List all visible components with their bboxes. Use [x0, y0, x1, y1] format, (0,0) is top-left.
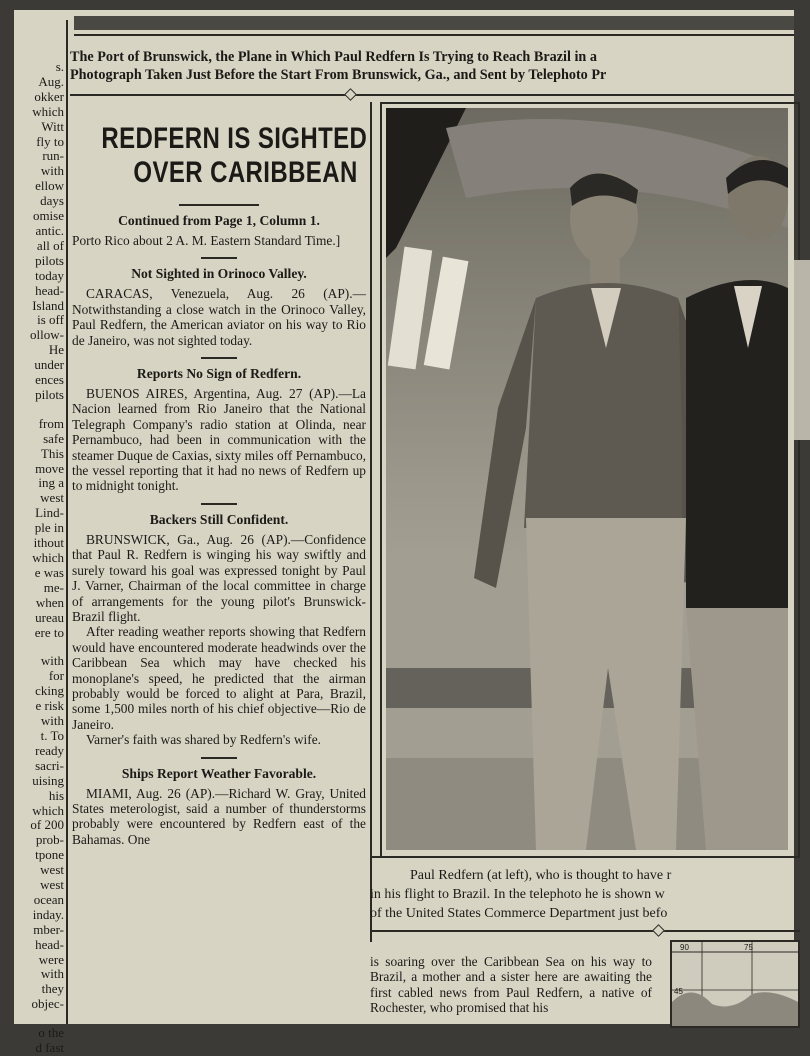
left-column-line: they: [41, 981, 64, 997]
photo-caption: [370, 866, 796, 923]
column-rule-article: [370, 102, 372, 942]
left-column-line: move: [35, 460, 64, 476]
section-paragraph: BRUNSWICK, Ga., Aug. 26 (AP).—Confidence that Paul R. Redfern is winging his way swiftly and surely toward his goal was expressed tonight by Paul J. Varner, Chairman of the local committee in charge of arrangements for the young pilot's Brunswick-Brazil flight.: [72, 531, 366, 624]
top-caption-line-2: Photograph Taken Just Before the Start From Brunswick, Ga., and Sent by Telephoto Pr: [70, 67, 607, 83]
section-paragraph: BUENOS AIRES, Argentina, Aug. 27 (AP).—La Nacion learned from Rio Janeiro that the National Telegraph Company's radio station at Olinda, near Pernambuco, had been in communication with the steamer Duque de Caxias, sixty miles off Pernambuco, the vessel reporting that it had no news of Redfern up to midnight tonight.: [72, 386, 366, 494]
headline-line-2: OVER CARIBBEAN: [133, 156, 358, 189]
top-caption-line-1: The Port of Brunswick, the Plane in Which Paul Redfern Is Trying to Reach Brazil in a: [70, 49, 597, 65]
left-column-line: west: [40, 877, 64, 893]
left-column-line: run-: [42, 148, 64, 164]
map-label-45: 45: [674, 987, 683, 996]
section-rule: [201, 503, 237, 505]
rule-ornament-2: [652, 924, 665, 937]
headline-rule: [179, 204, 259, 206]
left-column-line: [14, 640, 64, 654]
rule-ornament: [344, 88, 357, 101]
photo-bottom-rule: [370, 856, 800, 858]
left-column-line: mber-: [33, 921, 64, 937]
left-column-line: pilots: [35, 252, 64, 268]
section-rule: [201, 757, 237, 759]
left-column-line: ple in: [34, 520, 64, 536]
caption-under-rule: [70, 94, 794, 96]
left-column-line: Witt: [41, 118, 64, 134]
left-column-line: head-: [35, 282, 64, 298]
left-column-line: from: [38, 415, 64, 431]
left-column-line: when: [35, 594, 64, 610]
map-label-75: 75: [744, 943, 753, 952]
left-column-line: under: [34, 357, 64, 373]
left-column-line: ences: [35, 372, 64, 388]
photo-caption-line-1: Paul Redfern (at left), who is thought to have r: [410, 868, 672, 883]
left-column-line: west: [40, 490, 64, 506]
inset-map-graphic: [672, 942, 798, 1026]
left-column-line: west: [40, 862, 64, 878]
left-column-line: ocean: [33, 891, 64, 907]
left-column-line: with: [40, 163, 64, 179]
left-column-line: t. To: [40, 727, 64, 743]
left-column-line: pilots: [35, 386, 64, 402]
photo-caption-line-3: of the United States Commerce Department just befo: [370, 906, 668, 921]
left-column-line: which: [32, 103, 64, 119]
left-column-line: ready: [35, 742, 64, 758]
section-rule: [201, 257, 237, 259]
photo-caption-line-2: in his flight to Brazil. In the telephoto he is shown w: [370, 887, 665, 902]
left-column-line: objec-: [31, 996, 64, 1012]
article-sections: [72, 257, 366, 847]
left-column-line: cking: [35, 683, 64, 699]
left-column-line: ere to: [34, 624, 64, 640]
left-column-line: sacri-: [35, 757, 64, 773]
column-rule-left: [66, 20, 68, 1024]
left-column-line: omise: [32, 208, 64, 224]
headline-line-1: REDFERN IS SIGHTED: [101, 122, 368, 155]
left-column-line: with: [40, 713, 64, 729]
left-column-line: tpone: [35, 847, 64, 863]
top-border-line: [74, 34, 794, 36]
left-column-line: ollow-: [30, 327, 64, 343]
section-paragraph: MIAMI, Aug. 26 (AP).—Richard W. Gray, United States meterologist, said a number of thunderstorms probably were encountered by Redfern east of the Bahamas. One: [72, 785, 366, 847]
left-column-line: [14, 1012, 64, 1026]
left-column-line: ithout: [33, 535, 64, 551]
left-column-line: Island: [32, 297, 64, 313]
left-column-line: with: [40, 653, 64, 669]
left-column-line: were: [38, 951, 64, 967]
left-column-line: with: [40, 966, 64, 982]
left-column-line: Lind-: [35, 505, 64, 521]
left-column-line: ing a: [38, 475, 64, 491]
left-column-line: of 200: [30, 817, 64, 833]
section-paragraph: After reading weather reports showing that Redfern would have encountered moderate headwinds over the Caribbean Sea which may have checked his monoplane's speed, he predicted that the airman probably would be forced to alight at Para, Brazil, some 1,500 miles north of his chief objective—Rio de Janeiro.: [72, 624, 366, 732]
left-column-line: e risk: [35, 698, 64, 714]
left-column-line: okker: [34, 88, 64, 104]
intro-paragraph: Porto Rico about 2 A. M. Eastern Standard Time.]: [72, 233, 341, 248]
map-label-90: 90: [680, 943, 689, 952]
left-column-line: e was: [34, 564, 64, 580]
left-column-line: his: [48, 787, 64, 803]
section-subhead: Not Sighted in Orinoco Valley.: [131, 266, 307, 282]
left-column-line: inday.: [32, 906, 64, 922]
left-column-line: uising: [32, 772, 64, 788]
photo-image: [386, 108, 788, 850]
left-column-line: for: [48, 668, 64, 684]
left-column-line: prob-: [35, 832, 64, 848]
section-paragraph: CARACAS, Venezuela, Aug. 26 (AP).—Notwithstanding a close watch in the Orinoco Valley, Paul Redfern, the American aviator on his way to Rio de Janeiro, was not sighted today.: [72, 286, 366, 348]
left-column-line: s.: [55, 59, 64, 74]
right-page-edge: [794, 260, 810, 440]
section-subhead: Ships Report Weather Favorable.: [121, 765, 317, 781]
bottom-story-text: is soaring over the Caribbean Sea on his way to Brazil, a mother and a sister here are awaiting the first cabled news from Paul Redfern, a native of Rochester, who promised that his: [370, 954, 652, 1016]
left-column-line: He: [48, 342, 64, 358]
section-subhead: Backers Still Confident.: [149, 511, 289, 527]
section-paragraph: Varner's faith was shared by Redfern's wife.: [86, 732, 321, 748]
left-column-line: d fast: [35, 1040, 64, 1056]
left-column-line: This: [40, 445, 64, 461]
left-column-line: me-: [43, 579, 64, 595]
article-column: [72, 122, 366, 847]
inset-map: [670, 940, 800, 1028]
left-column-line: all of: [36, 237, 64, 253]
left-column-line: [14, 403, 64, 417]
left-column-line: head-: [35, 936, 64, 952]
caption-bottom-rule: [370, 930, 800, 932]
left-column-line: is off: [37, 312, 64, 328]
section-rule: [201, 357, 237, 359]
left-column-line: which: [32, 802, 64, 818]
left-column-line: ureau: [35, 609, 64, 625]
left-column-line: today: [35, 267, 64, 283]
left-column-line: fly to: [36, 133, 64, 149]
left-cutoff-column: [14, 59, 64, 1056]
section-subhead: Reports No Sign of Redfern.: [136, 366, 302, 382]
left-column-line: days: [40, 193, 64, 209]
top-photo-caption: [70, 48, 800, 84]
top-border-band: [74, 16, 794, 30]
left-column-line: safe: [43, 430, 64, 446]
left-column-line: Aug.: [38, 73, 64, 89]
photo-redfern-and-companion: [386, 108, 788, 850]
left-column-line: which: [32, 550, 64, 565]
left-column-line: antic.: [35, 222, 64, 238]
continued-line: Continued from Page 1, Column 1.: [118, 213, 320, 228]
left-column-line: ellow: [35, 178, 64, 194]
headline: [101, 122, 368, 190]
left-column-line: o the: [38, 1025, 64, 1041]
newspaper-page: [14, 10, 794, 1056]
